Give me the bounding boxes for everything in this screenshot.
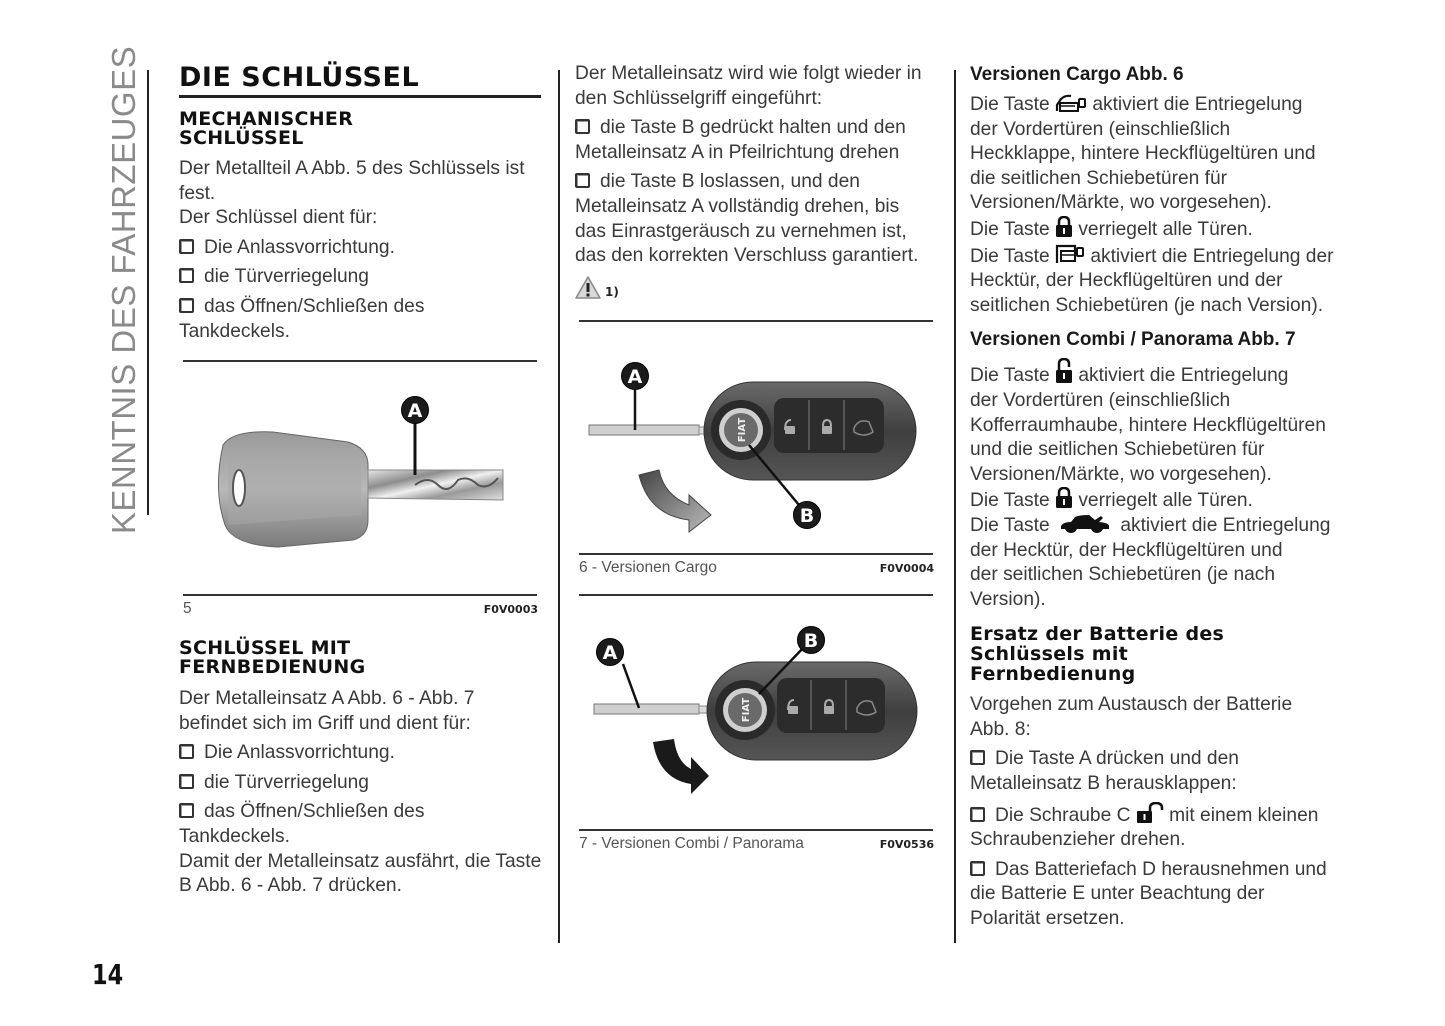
list-item-text: das Einrastgeräusch zu vernehmen ist, — [575, 220, 907, 242]
text-line: Der Metalleinsatz wird wie folgt wieder in — [575, 63, 922, 84]
section-cargo — [970, 62, 1335, 318]
figure-caption: 7 - Versionen Combi / Panorama — [579, 835, 804, 852]
text-line: Vorgehen zum Austausch der Batterie — [970, 694, 1293, 716]
paragraph — [575, 62, 935, 111]
heading-line: SCHLÜSSEL MIT — [179, 637, 351, 659]
text-line: der seitlichen Schiebetüren (je nach — [970, 564, 1276, 586]
fiat-logo: FIAT — [741, 697, 752, 723]
bullet-box-icon — [179, 239, 194, 254]
heading-line: MECHANISCHER — [179, 108, 354, 130]
text-span: aktiviert die Entriegelung — [1092, 94, 1303, 115]
bullet-box-icon — [179, 774, 194, 789]
list-item — [970, 858, 1335, 932]
chapter-side-title-text: KENNTNIS DES FAHRZEUGES — [105, 45, 142, 535]
bullet-box-icon — [179, 298, 194, 313]
chapter-side-title — [104, 45, 144, 535]
figure-caption-rule — [579, 829, 933, 831]
list-item-text: die Taste B loslassen, und den — [600, 171, 860, 193]
text-line: Kofferraumhaube, hintere Heckflügeltüren — [970, 414, 1326, 436]
van-unlock-front-icon — [1055, 93, 1087, 113]
callout-a: A — [596, 638, 624, 666]
text-span: aktiviert die Entriegelung der — [1090, 245, 1334, 267]
bullet-box-icon — [179, 744, 194, 759]
column-3 — [970, 62, 1335, 932]
list-item-text: die Batterie E unter Beachtung der — [970, 883, 1265, 905]
figure-code: F0V0003 — [483, 603, 538, 616]
lock-icon — [1055, 487, 1073, 509]
list-item-text: Polarität ersetzen. — [970, 908, 1125, 930]
text-line: die seitlichen Schiebetüren für — [970, 167, 1228, 189]
bullet-box-icon — [575, 119, 590, 134]
bullet-box-icon — [179, 268, 194, 283]
column-1 — [179, 62, 544, 344]
bullet-box-icon — [575, 173, 590, 188]
remote-key-combi-illustration — [579, 594, 934, 824]
heading-line: Fernbedienung — [970, 663, 1136, 686]
figure-code: F0V0004 — [879, 562, 934, 575]
section-heading — [179, 110, 544, 148]
text-line: Tankdeckels. — [179, 825, 290, 847]
list-item — [179, 295, 544, 320]
list-item — [179, 771, 544, 796]
heading-line: FERNBEDIENUNG — [179, 656, 366, 678]
section-remote-key — [179, 639, 544, 899]
paragraph — [970, 93, 1335, 318]
text-line: Versionen/Märkte, wo vorgesehen). — [970, 463, 1272, 485]
text-line: der Hecktür, der Heckflügeltüren und — [970, 539, 1283, 561]
text-line: Versionen/Märkte, wo vorgesehen). — [970, 192, 1272, 214]
list-item-text: Schraubenzieher drehen. — [970, 829, 1186, 851]
mechanical-key-illustration — [183, 360, 538, 590]
bullet-box-icon — [970, 861, 985, 876]
section-combi-panorama — [970, 327, 1335, 612]
remote-key-cargo-illustration — [579, 320, 934, 550]
text-span: verriegelt alle Türen. — [1078, 490, 1253, 512]
list-item-text: das Öffnen/Schließen des — [204, 801, 425, 823]
text-line: fest. — [179, 182, 216, 204]
text-line: den Schlüsselgriff eingeführt: — [575, 87, 823, 109]
page-title: DIE SCHLÜSSEL — [179, 62, 541, 98]
heading-line: SCHLÜSSEL — [179, 127, 304, 149]
section-mechanical-key — [179, 110, 544, 344]
text-line: Der Metalleinsatz A Abb. 6 - Abb. 7 — [179, 688, 475, 709]
text-line — [970, 93, 1335, 118]
car-trunk-icon — [1059, 514, 1111, 534]
list-item — [179, 741, 544, 766]
section-heading — [970, 624, 1335, 684]
text-line — [970, 487, 1335, 514]
warning-reference[interactable] — [575, 276, 619, 300]
list-item — [575, 170, 935, 268]
text-span: verriegelt alle Türen. — [1078, 218, 1253, 240]
list-item-text: Metalleinsatz A in Pfeilrichtung drehen — [575, 141, 900, 163]
column-2 — [575, 62, 935, 269]
text-line: Heckklappe, hintere Heckflügeltüren und — [970, 143, 1316, 165]
list-item-text: die Türverriegelung — [204, 266, 369, 288]
text-line — [970, 243, 1335, 270]
list-item — [575, 116, 935, 165]
list-item-text: die Taste B gedrückt halten und den — [600, 117, 906, 139]
list-item — [179, 265, 544, 290]
warning-footnote-ref: 1) — [605, 285, 619, 299]
heading-line: Schlüssels mit — [970, 643, 1129, 666]
text-line: der Vordertüren (einschließlich — [970, 389, 1231, 411]
callout-b: B — [797, 626, 825, 654]
text-line: seitlichen Schiebetüren (je nach Version). — [970, 294, 1324, 316]
list-item-text: das Öffnen/Schließen des — [204, 295, 425, 317]
paragraph — [970, 693, 1335, 742]
text-span: Die Taste — [970, 365, 1050, 387]
bullet-box-icon — [179, 803, 194, 818]
paragraph — [179, 687, 544, 736]
list-item — [179, 800, 544, 825]
text-span: aktiviert die Entriegelung — [1078, 365, 1289, 387]
text-line: Damit der Metalleinsatz ausfährt, die Taste — [179, 850, 542, 872]
paragraph — [970, 358, 1335, 612]
list-item — [970, 802, 1335, 853]
text-span: Die Taste — [970, 514, 1050, 536]
list-item-text: Die Anlassvorrichtung. — [204, 742, 395, 764]
bullet-box-icon — [970, 807, 985, 822]
text-line: der Vordertüren (einschließlich — [970, 118, 1231, 140]
paragraph — [179, 157, 544, 231]
text-line: Der Schlüssel dient für: — [179, 207, 378, 229]
text-line: befindet sich im Griff und dient für: — [179, 712, 471, 734]
text-span: Die Taste — [970, 245, 1050, 267]
van-unlock-rear-icon — [1055, 243, 1085, 265]
unlock-icon — [1055, 358, 1073, 384]
bullet-box-icon — [970, 750, 985, 765]
figure-code: F0V0536 — [879, 838, 934, 851]
list-item-text: mit einem kleinen — [1169, 804, 1319, 826]
list-item-text: Die Taste A drücken und den — [995, 748, 1239, 770]
figure-7 — [579, 594, 934, 859]
callout-a: A — [621, 362, 649, 390]
text-line: und die seitlichen Schiebetüren für — [970, 439, 1265, 461]
fiat-logo: FIAT — [737, 417, 748, 443]
side-rule — [147, 70, 149, 515]
section-battery-replacement — [970, 624, 1335, 931]
section-heading: Versionen Cargo Abb. 6 — [970, 64, 1184, 85]
text-span: Die Taste — [970, 490, 1050, 512]
lock-icon — [1055, 216, 1073, 238]
figure-caption-rule — [183, 594, 537, 596]
text-line: B Abb. 6 - Abb. 7 drücken. — [179, 875, 402, 897]
figure-6 — [579, 320, 934, 585]
column-divider-1 — [558, 70, 560, 943]
heading-line: Ersatz der Batterie des — [970, 623, 1225, 646]
list-item-text: Metalleinsatz B herausklappen: — [970, 773, 1237, 795]
section-heading — [179, 639, 544, 677]
text-line — [970, 216, 1335, 243]
list-item-continuation: Tankdeckels. — [179, 320, 290, 342]
section-heading: Versionen Combi / Panorama Abb. 7 — [970, 329, 1296, 351]
list-item-text: das den korrekten Verschluss garantiert. — [575, 245, 919, 267]
figure-number: 5 — [183, 600, 192, 617]
list-item — [970, 747, 1335, 796]
text-line: Abb. 8: — [970, 718, 1031, 740]
warning-triangle-icon — [575, 276, 601, 300]
paragraph — [179, 825, 544, 899]
text-span: aktiviert die Entriegelung — [1120, 514, 1331, 536]
page-number: 14 — [92, 958, 124, 991]
list-item-text: Metalleinsatz A vollständig drehen, bis — [575, 195, 900, 217]
screw-unlock-icon — [1136, 802, 1164, 824]
list-item-text: Die Anlassvorrichtung. — [204, 236, 395, 258]
list-item-text: die Türverriegelung — [204, 771, 369, 793]
callout-b: B — [793, 501, 821, 529]
callout-a: A — [401, 396, 429, 424]
figure-5 — [183, 360, 538, 620]
list-item-text: Die Schraube C — [995, 804, 1131, 826]
text-line — [970, 514, 1335, 539]
column-divider-2 — [954, 70, 956, 943]
figure-caption: 6 - Versionen Cargo — [579, 559, 717, 576]
text-line: Version). — [970, 588, 1046, 610]
text-line: Der Metallteil A Abb. 5 des Schlüssels ist — [179, 158, 525, 179]
text-span: Die Taste — [970, 218, 1050, 240]
figure-caption-rule — [579, 553, 933, 555]
text-line: Hecktür, der Heckflügeltüren und der — [970, 270, 1283, 292]
text-line — [970, 358, 1335, 389]
text-span: Die Taste — [970, 94, 1050, 115]
list-item-text: Das Batteriefach D herausnehmen und — [995, 858, 1327, 880]
list-item — [179, 236, 544, 261]
